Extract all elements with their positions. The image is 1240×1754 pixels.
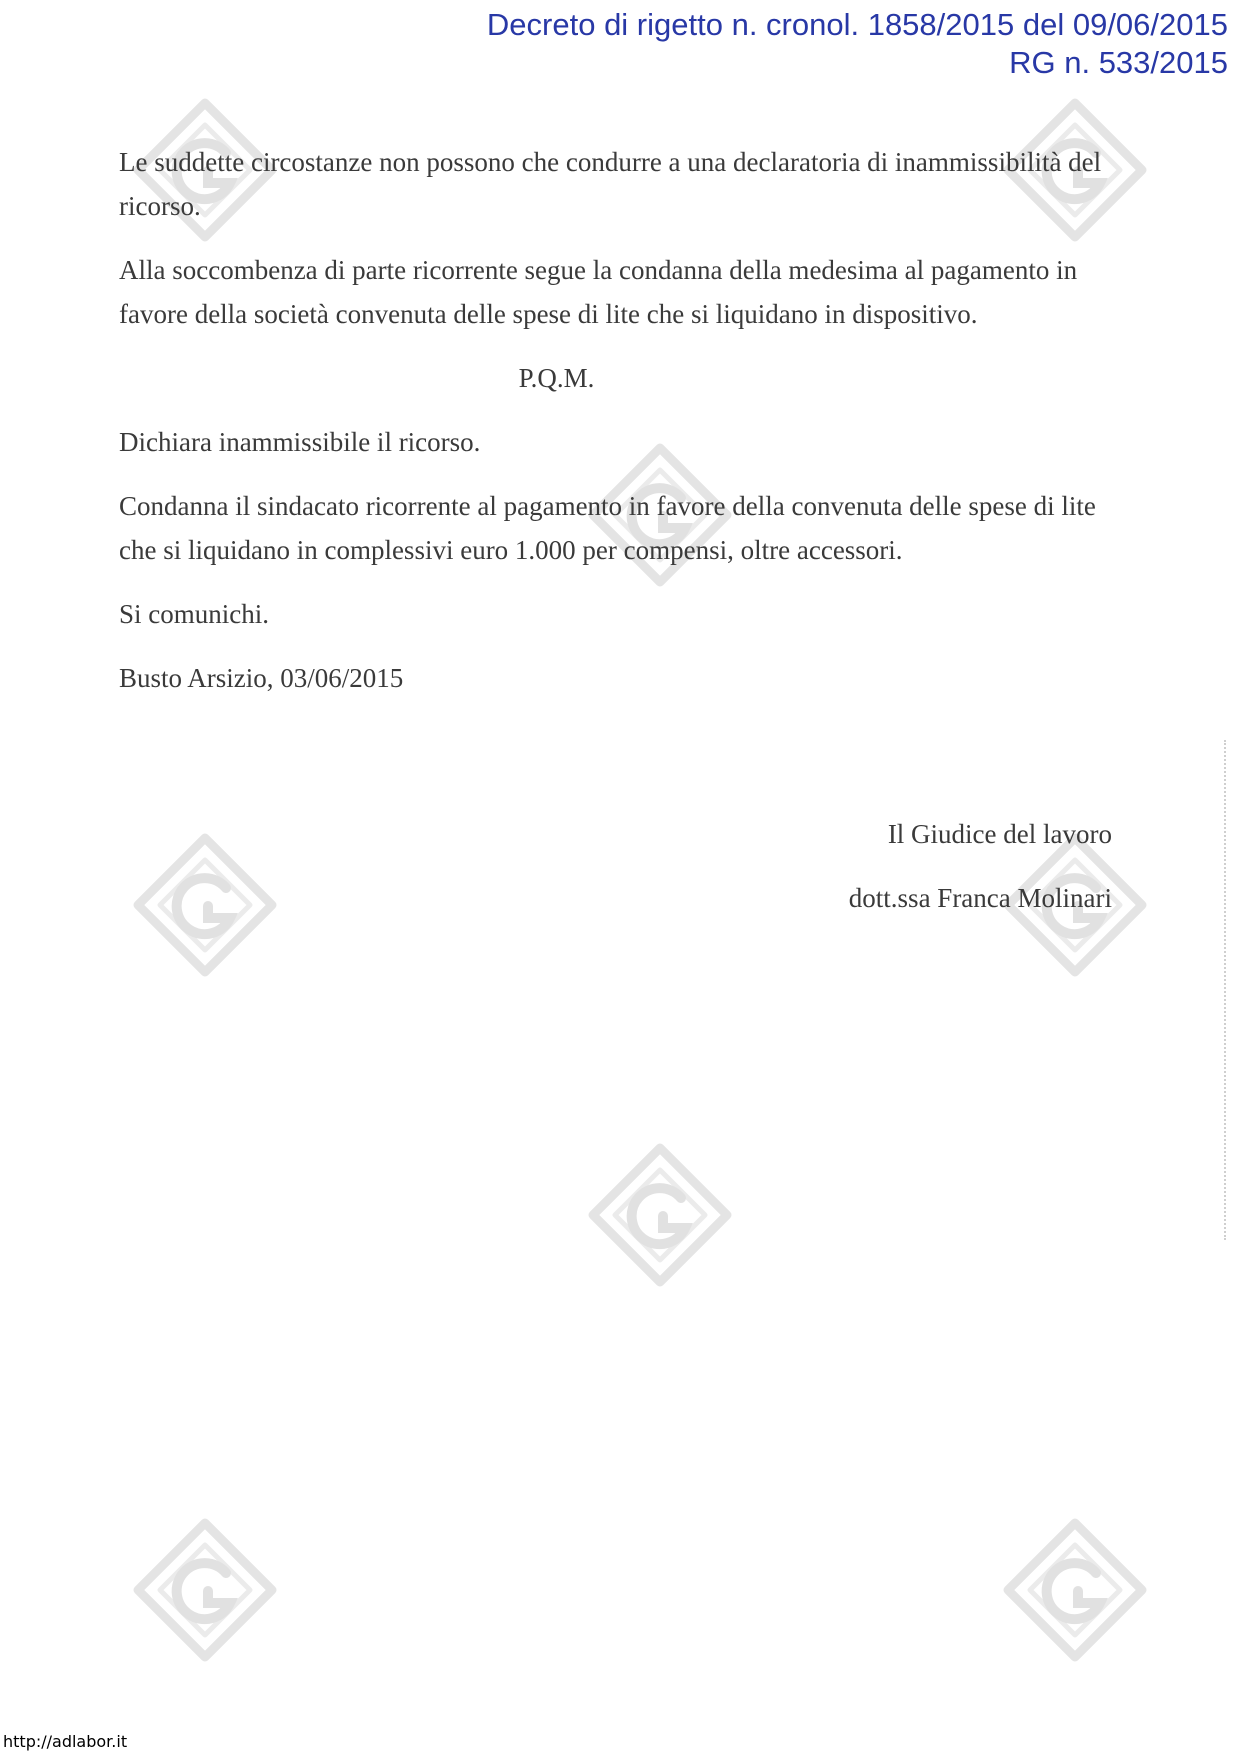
judge-role: Il Giudice del lavoro <box>887 819 1112 849</box>
scan-edge-line <box>1222 740 1226 1240</box>
judge-name: dott.ssa Franca Molinari <box>848 883 1112 913</box>
g-diamond-watermark-icon <box>1000 1515 1150 1665</box>
g-diamond-watermark-icon <box>130 1515 280 1665</box>
paragraph-costs: Alla soccombenza di parte ricorrente segue la condanna della medesima al pagamento in favore della società convenuta delle spese di lite che si liquidano in dispositivo. <box>119 255 1078 329</box>
decree-body <box>119 140 1129 720</box>
paragraph-inadmissibility: Le suddette circostanze non possono che condurre a una declaratoria di inammissibilità del ricorso. <box>119 147 1102 221</box>
g-diamond-watermark-icon <box>585 1140 735 1290</box>
stamp-rg-number: RG n. 533/2015 <box>1009 45 1228 80</box>
pqm-heading: P.Q.M. <box>518 363 595 393</box>
source-url: http://adlabor.it <box>3 1732 128 1751</box>
stamp-decree-number: Decreto di rigetto n. cronol. 1858/2015 del 09/06/2015 <box>486 7 1228 42</box>
registry-stamp <box>487 6 1228 82</box>
paragraph-communication: Si comunichi. <box>119 599 269 629</box>
paragraph-condemnation: Condanna il sindacato ricorrente al pagamento in favore della convenuta delle spese di lite che si liquidano in complessivi euro 1.000 per compensi, oltre accessori. <box>119 491 1096 565</box>
g-diamond-watermark-icon <box>130 830 280 980</box>
place-and-date: Busto Arsizio, 03/06/2015 <box>119 663 404 693</box>
paragraph-declaration: Dichiara inammissibile il ricorso. <box>119 427 481 457</box>
